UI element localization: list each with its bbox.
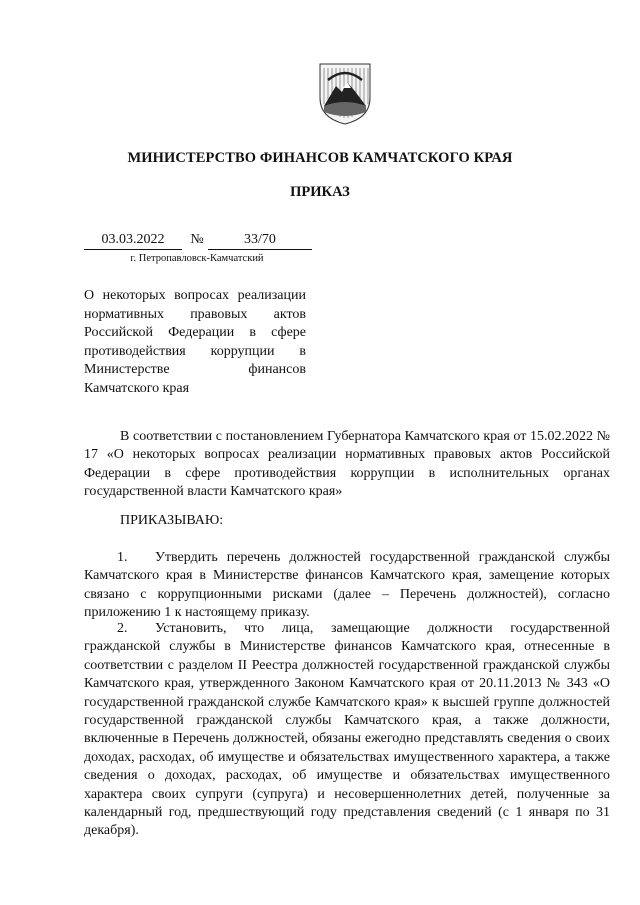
order-item-number: 1.	[117, 550, 128, 565]
document-type: ПРИКАЗ	[290, 184, 350, 200]
order-number-label: №	[190, 232, 204, 247]
order-number: 33/70	[208, 231, 312, 250]
kamchatka-coat-of-arms-icon	[316, 60, 374, 126]
order-item-text: Утвердить перечень должностей государственной гражданской службы Камчатского края в Министерстве финансов Камчатского края, замещение которых связано с коррупционными рисками (далее – Перечень должностей), согласно приложению 1 к настоящему приказу.	[84, 550, 610, 621]
order-item-text: Установить, что лица, замещающие должности государственной гражданской службы в Министерстве финансов Камчатского края, отнесенные в соответствии с разделом II Реестра должностей государственной гражданской службы Камчатского края, утвержденного Законом Камчатского края от 20.11.2013 № 343 «О государственной гражданской службе Камчатского края» к высшей группе должностей государственной гражданской службы Камчатского края, а также должности, включенные в Перечень должностей, обязаны ежегодно представлять сведения о своих доходах, расходах, об имуществе и обязательствах имущественного характера, а также сведения о доходах, расходах, об имуществе и обязательствах имущественного характера своих супруги (супруга) и несовершеннолетних детей, полученные за календарный год, предшествующий году представления сведений (с 1 января по 31 декабря).	[84, 621, 610, 839]
order-item	[84, 549, 610, 623]
order-item-number: 2.	[117, 621, 128, 636]
city-name: г. Петропавловск-Камчатский	[130, 253, 264, 264]
ministry-title: МИНИСТЕРСТВО ФИНАНСОВ КАМЧАТСКОГО КРАЯ	[127, 150, 513, 166]
order-keyword: ПРИКАЗЫВАЮ:	[120, 513, 224, 528]
preamble-paragraph: В соответствии с постановлением Губернатора Камчатского края от 15.02.2022 № 17 «О некоторых вопросах реализации нормативных правовых актов Российской Федерации в сфере противодействия коррупции в исполнительных органах государственной власти Камчатского края»	[84, 429, 610, 500]
order-item	[84, 620, 610, 841]
order-date: 03.03.2022	[84, 231, 182, 250]
order-subject: О некоторых вопросах реализации нормативных правовых актов Российской Федерации в сфере противодействия коррупции в Министерстве финансов Камчатского края	[84, 288, 306, 396]
